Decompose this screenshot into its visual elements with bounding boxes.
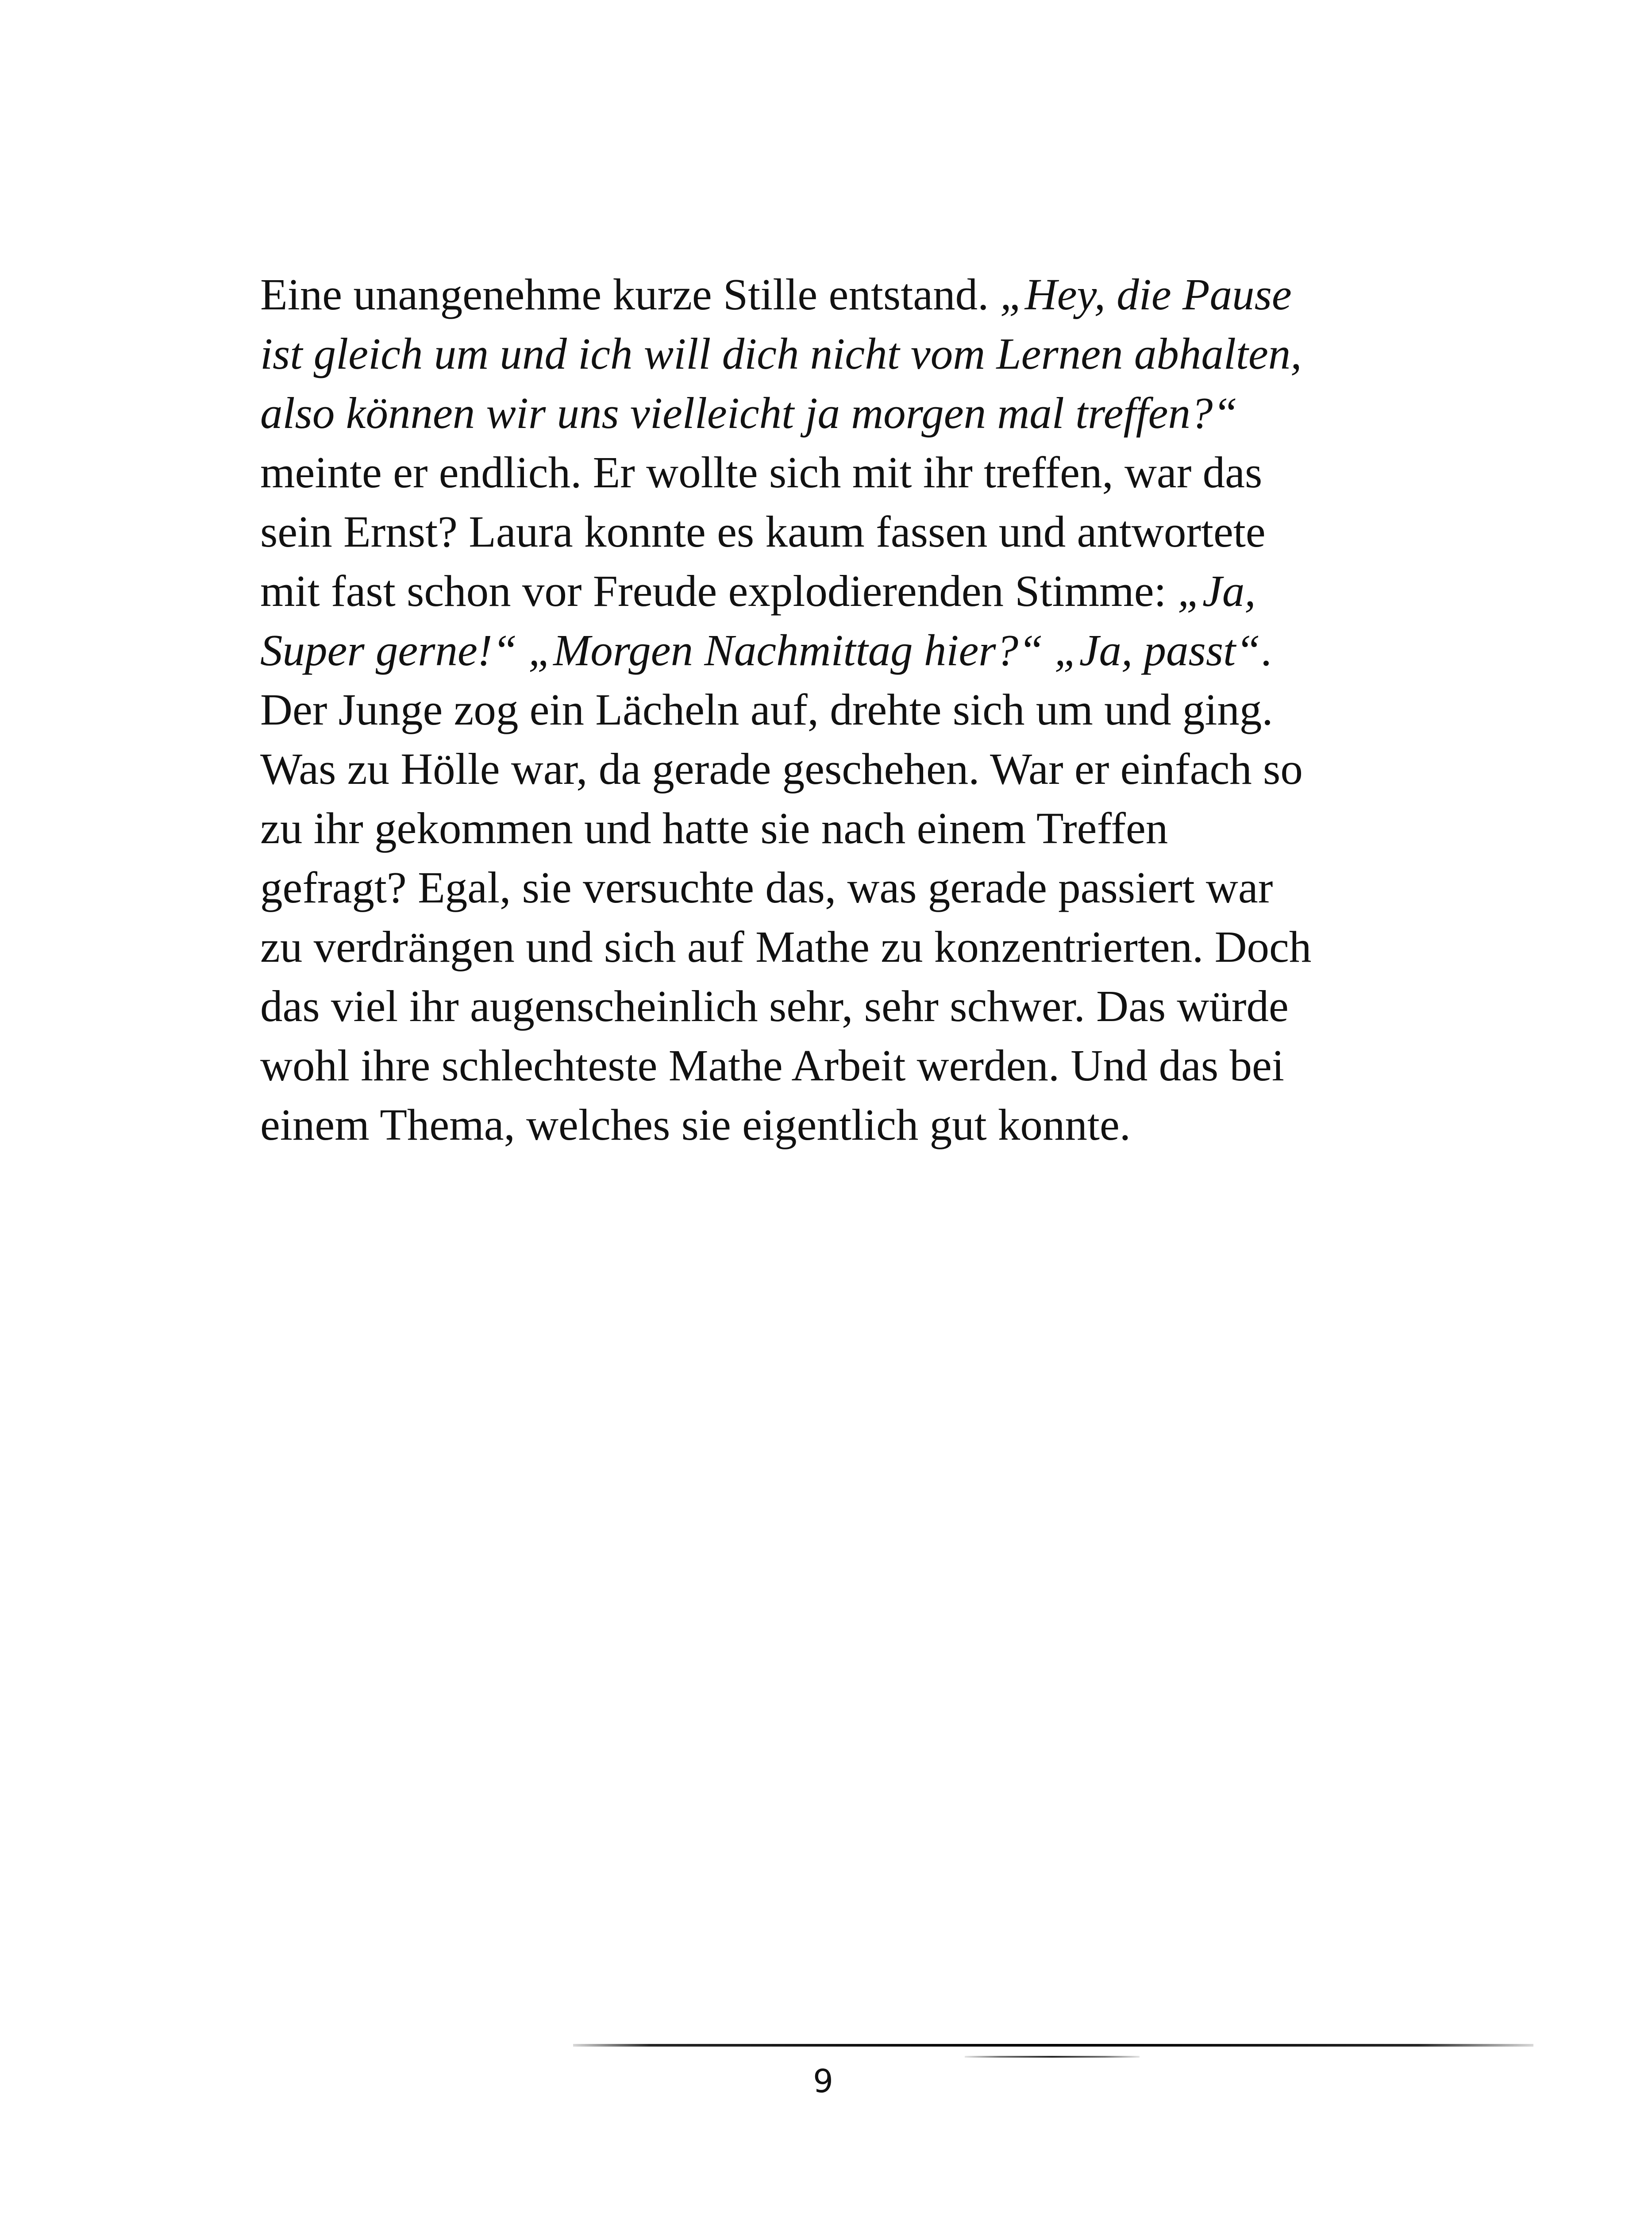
footer-rule [573,2044,1533,2047]
text-span: sein Ernst? Laura konnte es kaum fassen und antwortete [260,507,1266,556]
text-span: Der Junge zog ein Lächeln auf, drehte sich um und ging. [260,685,1273,734]
text-span: das viel ihr augenscheinlich sehr, sehr schwer. Das würde [260,981,1289,1031]
italic-dialogue-span: „Ja, [1177,566,1256,616]
text-line [260,1036,1420,1095]
text-line [260,739,1420,798]
text-line [260,798,1420,858]
text-line [260,858,1420,917]
text-line [260,502,1420,561]
text-line [260,324,1420,383]
text-span: einem Thema, welches sie eigentlich gut konnte. [260,1100,1131,1149]
text-line [260,621,1420,680]
italic-dialogue-span: „Hey, die Pause [1000,270,1292,319]
text-line [260,265,1420,324]
text-span: wohl ihre schlechteste Mathe Arbeit werden. Und das bei [260,1041,1284,1090]
text-span: Eine unangenehme kurze Stille entstand. [260,270,1000,319]
italic-dialogue-span: also können wir uns vielleicht ja morgen mal treffen?“ [260,388,1238,438]
italic-dialogue-span: Super gerne!“ „Morgen Nachmittag hier?“ „Ja, passt“ [260,625,1261,675]
text-span: zu ihr gekommen und hatte sie nach einem Treffen [260,803,1168,853]
text-line [260,976,1420,1036]
text-span: . [1260,625,1272,675]
footer-rule-secondary [965,2056,1140,2058]
text-line [260,680,1420,739]
body-text [260,265,1420,1154]
text-span: zu verdrängen und sich auf Mathe zu konzentrierten. Doch [260,922,1312,972]
text-line [260,561,1420,621]
text-span: Was zu Hölle war, da gerade geschehen. War er einfach so [260,744,1303,794]
text-span: meinte er endlich. Er wollte sich mit ihr treffen, war das [260,447,1263,497]
italic-dialogue-span: ist gleich um und ich will dich nicht vom Lernen abhalten, [260,329,1302,378]
text-line [260,443,1420,502]
text-line [260,1095,1420,1154]
text-span: gefragt? Egal, sie versuchte das, was gerade passiert war [260,863,1273,912]
text-line [260,383,1420,443]
page-number: 9 [813,2063,833,2100]
text-span: mit fast schon vor Freude explodierenden Stimme: [260,566,1178,616]
text-line [260,917,1420,976]
